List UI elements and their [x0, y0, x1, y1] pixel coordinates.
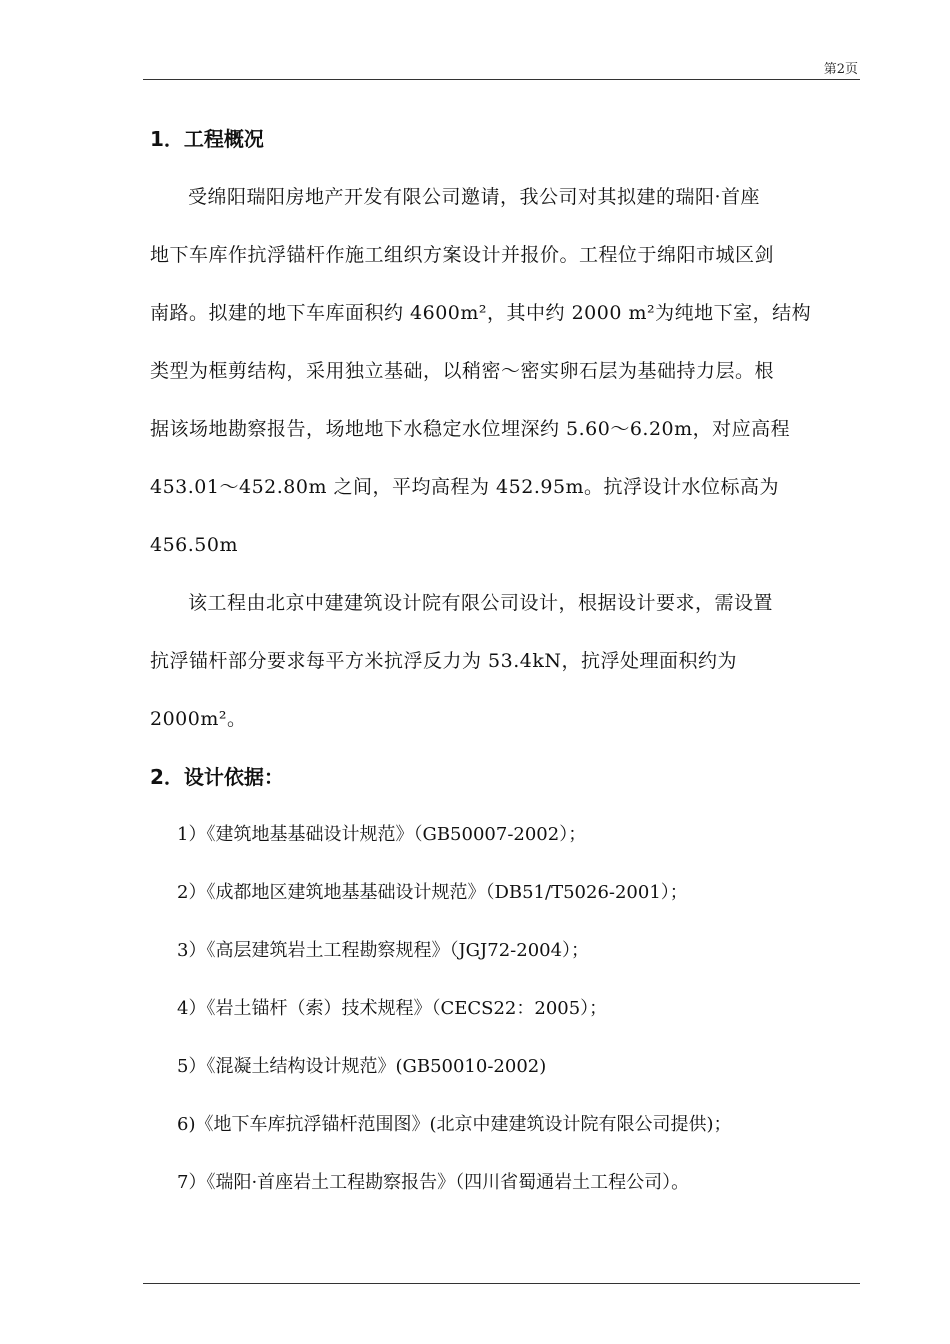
reference-list: [150, 806, 860, 1212]
section-2-title: 2．设计依据：: [150, 765, 284, 789]
paragraph-line: 类型为框剪结构，采用独立基础，以稍密～密实卵石层为基础持力层。根: [150, 360, 775, 382]
paragraph-line: 南路。拟建的地下车库面积约 4600m²，其中约 2000 m²为纯地下室，结构: [150, 302, 812, 324]
page-number: 第2页: [823, 62, 858, 77]
paragraph-line: 453.01～452.80m 之间，平均高程为 452.95m。抗浮设计水位标高为: [150, 476, 780, 498]
paragraph-line: 地下车库作抗浮锚杆作施工组织方案设计并报价。工程位于绵阳市城区剑: [150, 244, 775, 266]
paragraph-line: 据该场地勘察报告，场地地下水稳定水位埋深约 5.60～6.20m，对应高程: [150, 418, 791, 440]
list-item: 2）《成都地区建筑地基基础设计规范》（DB51/T5026-2001）；: [177, 882, 688, 903]
paragraph-line: 456.50m: [150, 534, 238, 556]
paragraph-line: 2000m²。: [150, 708, 247, 730]
paragraph-line: 受绵阳瑞阳房地产开发有限公司邀请，我公司对其拟建的瑞阳·首座: [188, 186, 761, 208]
document-body: [150, 110, 860, 1212]
footer-rule: [143, 1283, 860, 1284]
list-item: 1）《建筑地基基础设计规范》（GB50007-2002）；: [177, 824, 587, 845]
header-rule: [143, 79, 860, 80]
list-item: 6)《地下车库抗浮锚杆范围图》(北京中建建筑设计院有限公司提供)；: [177, 1114, 732, 1135]
list-item: 5）《混凝土结构设计规范》(GB50010-2002): [177, 1056, 547, 1077]
list-item: 4）《岩土锚杆（索）技术规程》（CECS22：2005）；: [177, 998, 608, 1019]
list-item: 3）《高层建筑岩土工程勘察规程》（JGJ72-2004）；: [177, 940, 590, 961]
section-1-title: 1．工程概况: [150, 127, 264, 151]
list-item: 7）《瑞阳·首座岩土工程勘察报告》（四川省蜀通岩土工程公司）。: [177, 1172, 690, 1193]
paragraph-line: 抗浮锚杆部分要求每平方米抗浮反力为 53.4kN，抗浮处理面积约为: [150, 650, 737, 672]
paragraph-line: 该工程由北京中建建筑设计院有限公司设计，根据设计要求，需设置: [188, 592, 774, 614]
section-1-paragraph-1: [150, 168, 860, 574]
section-1-paragraph-2: [150, 574, 860, 748]
